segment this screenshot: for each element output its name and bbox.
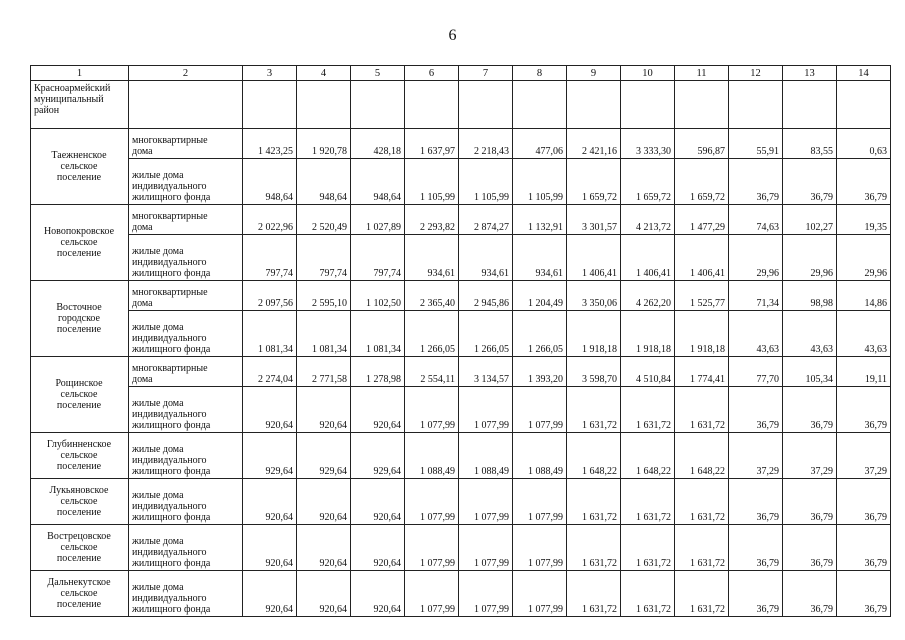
settlement-name — [31, 281, 129, 357]
value-cell: 1 088,49 — [459, 433, 513, 479]
empty-cell — [243, 81, 297, 129]
table-row — [31, 525, 891, 571]
value-cell: 1 077,99 — [513, 479, 567, 525]
settlement-name-text: Восточное городское поселение — [56, 302, 102, 335]
value-cell: 934,61 — [459, 235, 513, 281]
value-cell: 3 301,57 — [567, 205, 621, 235]
empty-cell — [837, 81, 891, 129]
settlement-name — [31, 129, 129, 205]
value-cell: 36,79 — [729, 479, 783, 525]
value-cell: 1 631,72 — [621, 525, 675, 571]
value-cell: 36,79 — [729, 387, 783, 433]
value-cell: 1 631,72 — [675, 525, 729, 571]
housing-type: жилые дома индивидуального жилищного фонда — [129, 479, 243, 525]
page-number: 6 — [448, 27, 457, 44]
value-cell: 1 027,89 — [351, 205, 405, 235]
empty-cell — [783, 81, 837, 129]
table-row — [31, 129, 891, 159]
value-cell: 1 393,20 — [513, 357, 567, 387]
settlement-name-text: Таежненское сельское поселение — [51, 150, 107, 183]
value-cell: 797,74 — [297, 235, 351, 281]
value-cell: 36,79 — [837, 387, 891, 433]
value-cell: 4 262,20 — [621, 281, 675, 311]
table-row — [31, 159, 891, 205]
value-cell: 1 077,99 — [459, 525, 513, 571]
value-cell: 1 659,72 — [567, 159, 621, 205]
empty-cell — [351, 81, 405, 129]
value-cell: 55,91 — [729, 129, 783, 159]
value-cell: 1 774,41 — [675, 357, 729, 387]
value-cell: 1 631,72 — [567, 525, 621, 571]
value-cell: 1 406,41 — [675, 235, 729, 281]
header-cell: 9 — [567, 66, 621, 81]
value-cell: 1 077,99 — [513, 571, 567, 617]
housing-type: жилые дома индивидуального жилищного фонда — [129, 571, 243, 617]
value-cell: 1 088,49 — [513, 433, 567, 479]
value-cell: 43,63 — [729, 311, 783, 357]
value-cell: 1 077,99 — [405, 479, 459, 525]
value-cell: 1 631,72 — [675, 387, 729, 433]
value-cell: 1 920,78 — [297, 129, 351, 159]
housing-type: жилые дома индивидуального жилищного фонда — [129, 387, 243, 433]
empty-cell — [621, 81, 675, 129]
tariff-table — [30, 65, 891, 617]
table-row — [31, 205, 891, 235]
value-cell: 1 659,72 — [675, 159, 729, 205]
value-cell: 1 631,72 — [567, 571, 621, 617]
value-cell: 2 218,43 — [459, 129, 513, 159]
value-cell: 428,18 — [351, 129, 405, 159]
value-cell: 1 132,91 — [513, 205, 567, 235]
header-cell: 12 — [729, 66, 783, 81]
value-cell: 797,74 — [243, 235, 297, 281]
value-cell: 948,64 — [351, 159, 405, 205]
header-cell: 11 — [675, 66, 729, 81]
value-cell: 1 659,72 — [621, 159, 675, 205]
value-cell: 1 266,05 — [405, 311, 459, 357]
value-cell: 105,34 — [783, 357, 837, 387]
value-cell: 2 945,86 — [459, 281, 513, 311]
value-cell: 36,79 — [837, 479, 891, 525]
value-cell: 37,29 — [729, 433, 783, 479]
value-cell: 37,29 — [783, 433, 837, 479]
housing-type: многоквартирные дома — [129, 281, 243, 311]
housing-type: жилые дома индивидуального жилищного фонда — [129, 159, 243, 205]
value-cell: 19,11 — [837, 357, 891, 387]
header-cell: 13 — [783, 66, 837, 81]
table-row — [31, 433, 891, 479]
value-cell: 920,64 — [243, 387, 297, 433]
settlement-name — [31, 205, 129, 281]
value-cell: 2 595,10 — [297, 281, 351, 311]
value-cell: 1 631,72 — [567, 387, 621, 433]
value-cell: 920,64 — [351, 387, 405, 433]
value-cell: 36,79 — [837, 525, 891, 571]
value-cell: 920,64 — [297, 387, 351, 433]
empty-cell — [405, 81, 459, 129]
value-cell: 2 874,27 — [459, 205, 513, 235]
table-row — [31, 479, 891, 525]
value-cell: 4 510,84 — [621, 357, 675, 387]
settlement-name-text: Лукьяновское сельское поселение — [49, 485, 109, 518]
value-cell: 1 088,49 — [405, 433, 459, 479]
settlement-name — [31, 479, 129, 525]
value-cell: 929,64 — [351, 433, 405, 479]
value-cell: 19,35 — [837, 205, 891, 235]
housing-type: жилые дома индивидуального жилищного фонда — [129, 311, 243, 357]
value-cell: 920,64 — [297, 571, 351, 617]
value-cell: 920,64 — [243, 479, 297, 525]
empty-cell — [513, 81, 567, 129]
value-cell: 920,64 — [243, 525, 297, 571]
table-row — [31, 387, 891, 433]
header-row — [31, 66, 891, 81]
value-cell: 2 520,49 — [297, 205, 351, 235]
settlement-name-text: Рощинское сельское поселение — [55, 378, 103, 411]
value-cell: 1 077,99 — [405, 525, 459, 571]
settlement-name-text: Новопокровское сельское поселение — [43, 226, 115, 259]
value-cell: 1 081,34 — [351, 311, 405, 357]
empty-cell — [675, 81, 729, 129]
settlement-name-text: Глубинненское сельское поселение — [46, 439, 112, 472]
value-cell: 1 406,41 — [621, 235, 675, 281]
table-row — [31, 281, 891, 311]
value-cell: 1 077,99 — [459, 571, 513, 617]
value-cell: 1 631,72 — [621, 571, 675, 617]
value-cell: 920,64 — [351, 525, 405, 571]
value-cell: 1 081,34 — [243, 311, 297, 357]
value-cell: 1 406,41 — [567, 235, 621, 281]
header-cell: 8 — [513, 66, 567, 81]
district-name: Красноармейский муниципальный район — [31, 81, 129, 129]
value-cell: 1 918,18 — [567, 311, 621, 357]
value-cell: 4 213,72 — [621, 205, 675, 235]
value-cell: 948,64 — [297, 159, 351, 205]
value-cell: 2 771,58 — [297, 357, 351, 387]
value-cell: 14,86 — [837, 281, 891, 311]
value-cell: 1 918,18 — [675, 311, 729, 357]
value-cell: 36,79 — [783, 159, 837, 205]
value-cell: 29,96 — [837, 235, 891, 281]
value-cell: 37,29 — [837, 433, 891, 479]
value-cell: 1 077,99 — [513, 525, 567, 571]
district-row — [31, 81, 891, 129]
value-cell: 36,79 — [729, 571, 783, 617]
table-row — [31, 571, 891, 617]
value-cell: 43,63 — [837, 311, 891, 357]
value-cell: 1 077,99 — [459, 387, 513, 433]
value-cell: 29,96 — [783, 235, 837, 281]
value-cell: 1 631,72 — [675, 479, 729, 525]
value-cell: 2 554,11 — [405, 357, 459, 387]
value-cell: 2 097,56 — [243, 281, 297, 311]
value-cell: 71,34 — [729, 281, 783, 311]
housing-type: жилые дома индивидуального жилищного фонда — [129, 525, 243, 571]
value-cell: 1 477,29 — [675, 205, 729, 235]
value-cell: 920,64 — [297, 479, 351, 525]
value-cell: 1 631,72 — [621, 479, 675, 525]
header-cell: 14 — [837, 66, 891, 81]
housing-type: многоквартирные дома — [129, 129, 243, 159]
value-cell: 36,79 — [783, 479, 837, 525]
settlement-name-text: Дальнекутское сельское поселение — [47, 577, 111, 610]
value-cell: 1 204,49 — [513, 281, 567, 311]
header-cell: 10 — [621, 66, 675, 81]
value-cell: 1 077,99 — [405, 387, 459, 433]
value-cell: 1 077,99 — [459, 479, 513, 525]
value-cell: 1 102,50 — [351, 281, 405, 311]
value-cell: 36,79 — [783, 571, 837, 617]
value-cell: 596,87 — [675, 129, 729, 159]
value-cell: 2 274,04 — [243, 357, 297, 387]
value-cell: 3 134,57 — [459, 357, 513, 387]
value-cell: 1 637,97 — [405, 129, 459, 159]
value-cell: 1 648,22 — [567, 433, 621, 479]
header-cell: 3 — [243, 66, 297, 81]
header-cell: 5 — [351, 66, 405, 81]
value-cell: 1 631,72 — [567, 479, 621, 525]
settlement-name-text: Вострецовское сельское поселение — [47, 531, 111, 564]
empty-cell — [129, 81, 243, 129]
value-cell: 43,63 — [783, 311, 837, 357]
settlement-name — [31, 433, 129, 479]
value-cell: 920,64 — [351, 571, 405, 617]
value-cell: 36,79 — [837, 571, 891, 617]
value-cell: 0,63 — [837, 129, 891, 159]
value-cell: 36,79 — [783, 525, 837, 571]
value-cell: 77,70 — [729, 357, 783, 387]
table-row — [31, 311, 891, 357]
empty-cell — [729, 81, 783, 129]
value-cell: 1 631,72 — [621, 387, 675, 433]
header-cell: 6 — [405, 66, 459, 81]
value-cell: 1 105,99 — [513, 159, 567, 205]
value-cell: 948,64 — [243, 159, 297, 205]
value-cell: 1 266,05 — [459, 311, 513, 357]
table-row — [31, 357, 891, 387]
value-cell: 1 648,22 — [675, 433, 729, 479]
housing-type: многоквартирные дома — [129, 205, 243, 235]
value-cell: 929,64 — [297, 433, 351, 479]
value-cell: 1 648,22 — [621, 433, 675, 479]
value-cell: 1 077,99 — [513, 387, 567, 433]
value-cell: 920,64 — [243, 571, 297, 617]
header-cell: 7 — [459, 66, 513, 81]
value-cell: 2 421,16 — [567, 129, 621, 159]
value-cell: 1 278,98 — [351, 357, 405, 387]
value-cell: 1 077,99 — [405, 571, 459, 617]
value-cell: 102,27 — [783, 205, 837, 235]
value-cell: 29,96 — [729, 235, 783, 281]
housing-type: жилые дома индивидуального жилищного фонда — [129, 235, 243, 281]
settlement-name — [31, 357, 129, 433]
value-cell: 98,98 — [783, 281, 837, 311]
empty-cell — [459, 81, 513, 129]
value-cell: 477,06 — [513, 129, 567, 159]
value-cell: 3 598,70 — [567, 357, 621, 387]
settlement-name — [31, 571, 129, 617]
table-body — [31, 66, 891, 617]
value-cell: 2 293,82 — [405, 205, 459, 235]
value-cell: 929,64 — [243, 433, 297, 479]
value-cell: 934,61 — [513, 235, 567, 281]
settlement-name — [31, 525, 129, 571]
value-cell: 36,79 — [729, 159, 783, 205]
value-cell: 2 022,96 — [243, 205, 297, 235]
value-cell: 83,55 — [783, 129, 837, 159]
header-cell: 4 — [297, 66, 351, 81]
table-row — [31, 235, 891, 281]
value-cell: 3 350,06 — [567, 281, 621, 311]
value-cell: 1 105,99 — [405, 159, 459, 205]
housing-type: жилые дома индивидуального жилищного фонда — [129, 433, 243, 479]
value-cell: 1 525,77 — [675, 281, 729, 311]
value-cell: 1 918,18 — [621, 311, 675, 357]
value-cell: 2 365,40 — [405, 281, 459, 311]
header-cell: 2 — [129, 66, 243, 81]
value-cell: 1 423,25 — [243, 129, 297, 159]
value-cell: 920,64 — [351, 479, 405, 525]
housing-type: многоквартирные дома — [129, 357, 243, 387]
value-cell: 3 333,30 — [621, 129, 675, 159]
empty-cell — [297, 81, 351, 129]
value-cell: 36,79 — [729, 525, 783, 571]
empty-cell — [567, 81, 621, 129]
value-cell: 797,74 — [351, 235, 405, 281]
value-cell: 1 081,34 — [297, 311, 351, 357]
value-cell: 36,79 — [837, 159, 891, 205]
value-cell: 934,61 — [405, 235, 459, 281]
value-cell: 1 105,99 — [459, 159, 513, 205]
value-cell: 36,79 — [783, 387, 837, 433]
value-cell: 920,64 — [297, 525, 351, 571]
value-cell: 1 631,72 — [675, 571, 729, 617]
header-cell: 1 — [31, 66, 129, 81]
value-cell: 1 266,05 — [513, 311, 567, 357]
value-cell: 74,63 — [729, 205, 783, 235]
